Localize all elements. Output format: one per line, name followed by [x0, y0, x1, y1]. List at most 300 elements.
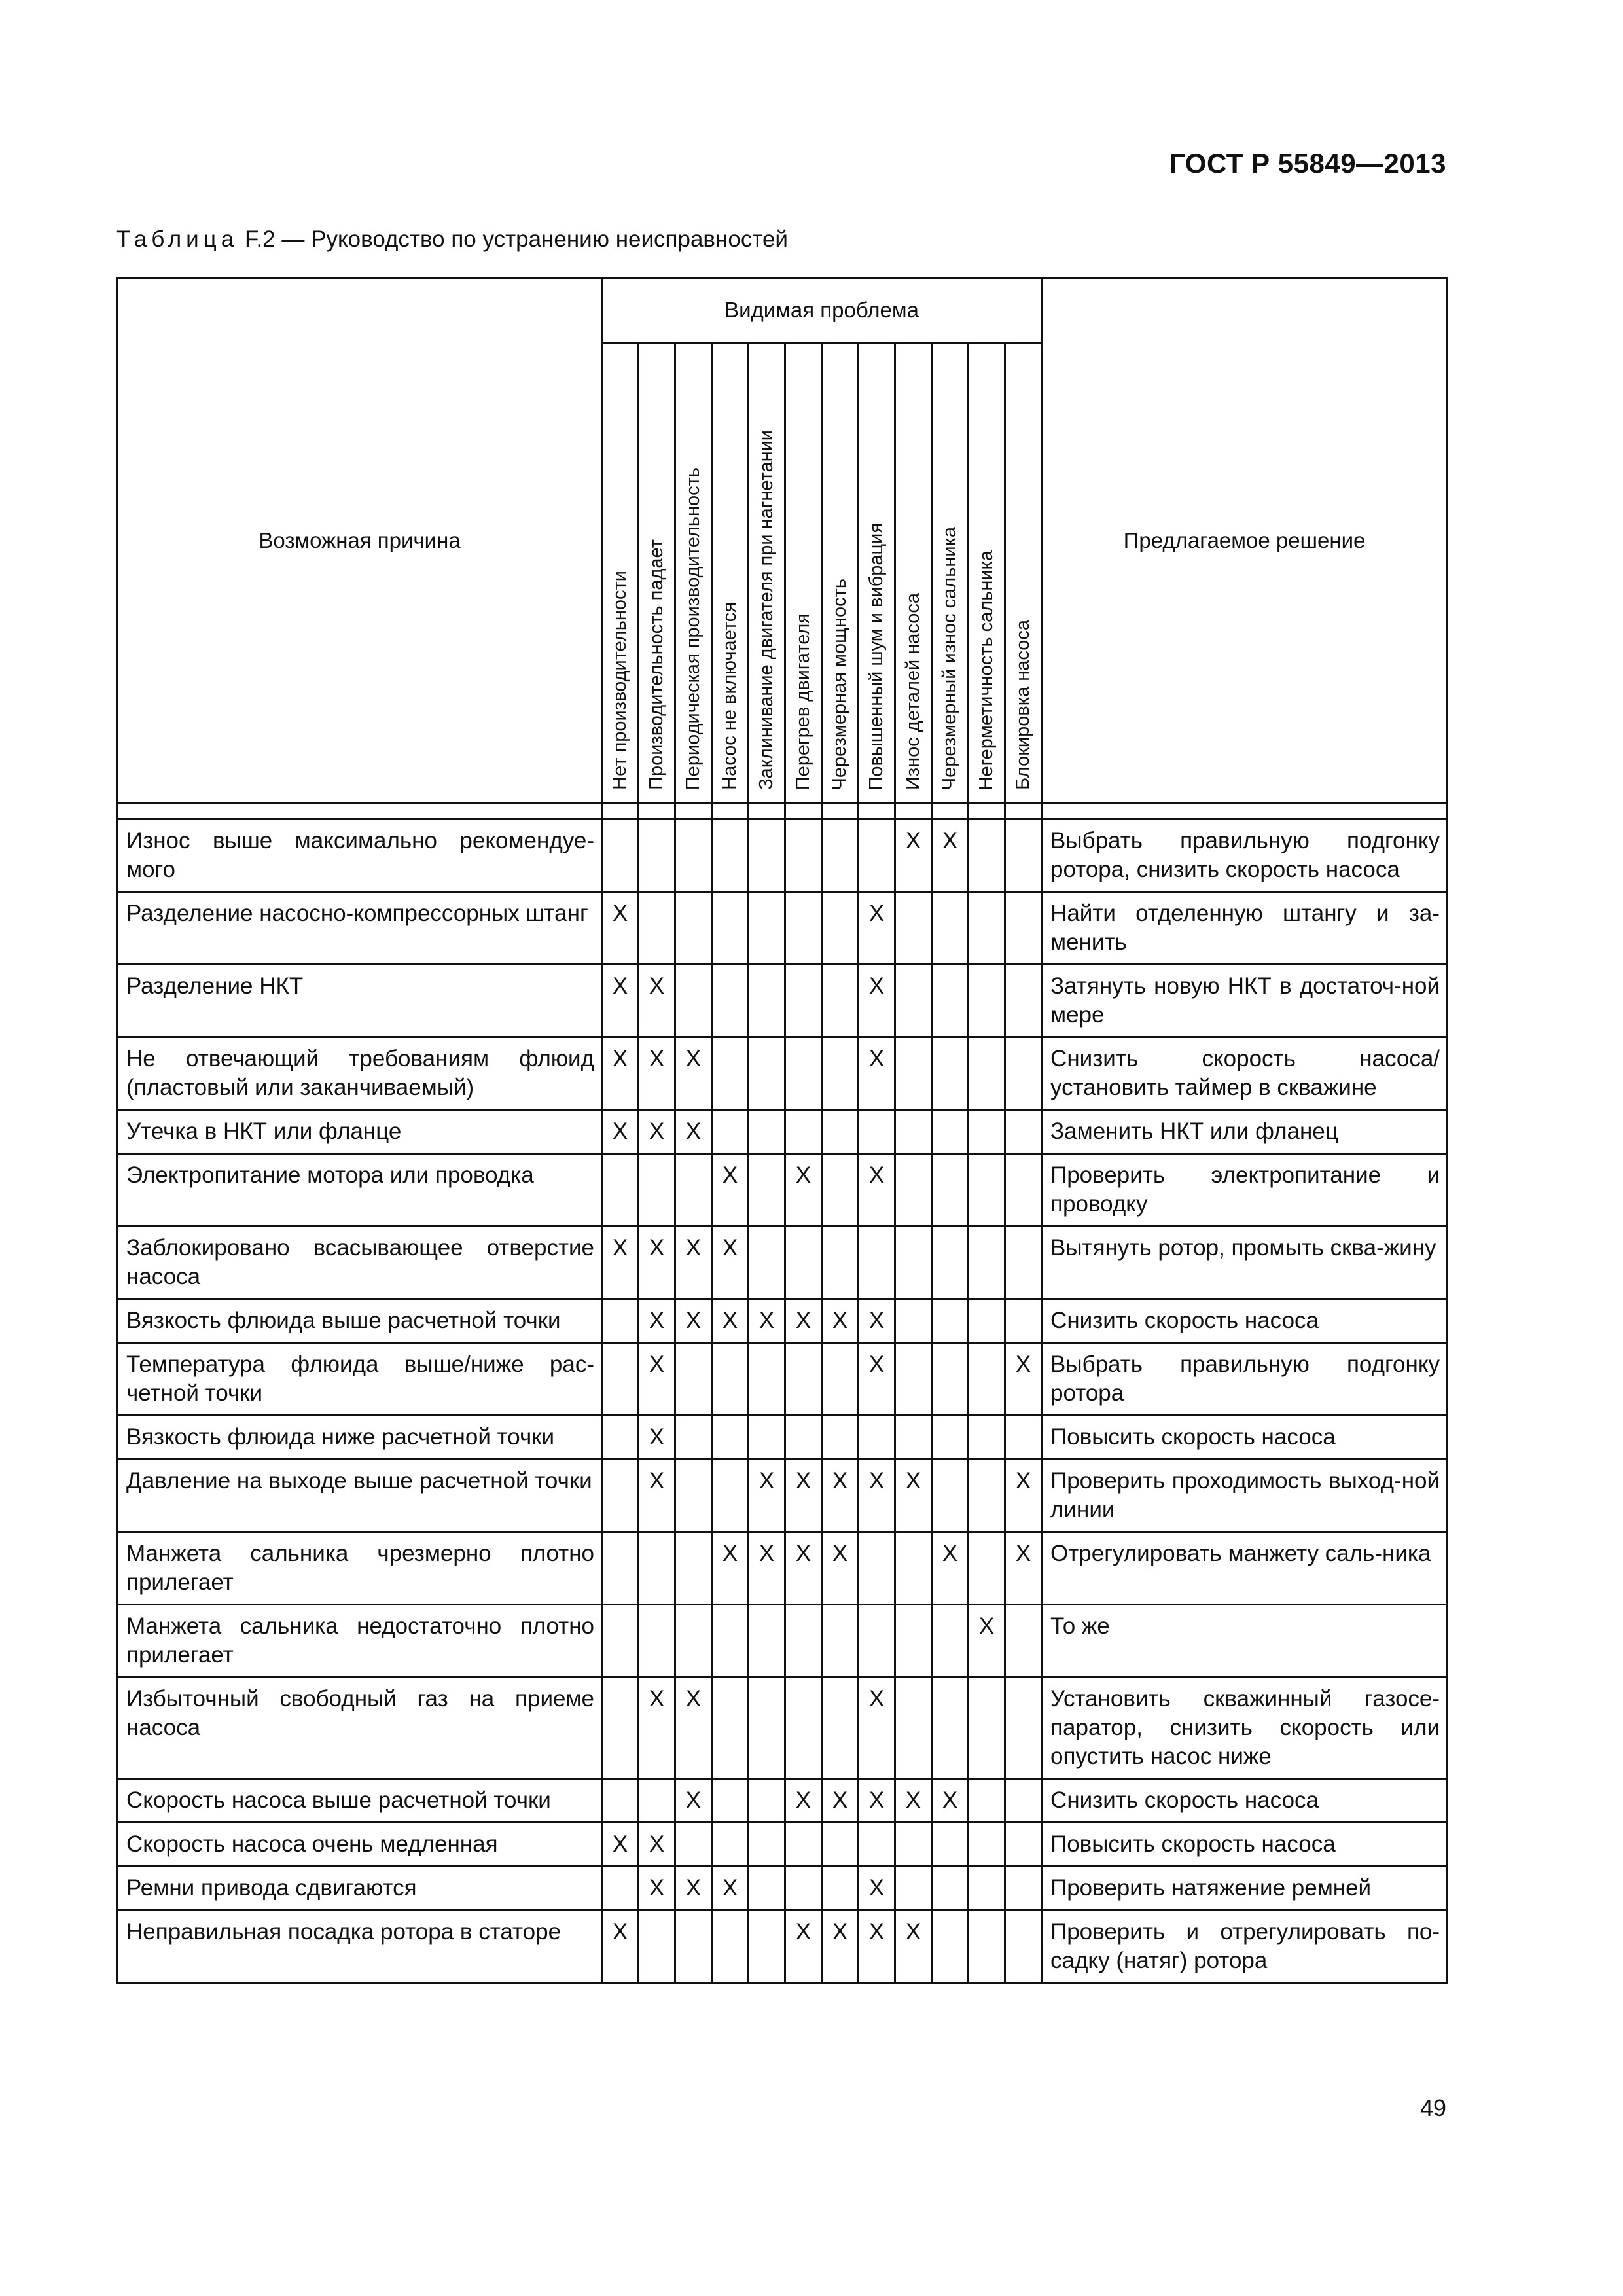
solution-cell: Найти отделенную штангу и за-менить: [1042, 892, 1448, 965]
mark-cell: [785, 1154, 822, 1227]
mark-cell: [675, 1910, 712, 1983]
problem-column-label: Периодическая производительность: [683, 467, 704, 790]
mark-cell: [932, 1416, 969, 1460]
cause-cell: Давление на выходе выше расчетной точки: [118, 1460, 602, 1532]
mark-cell: [675, 1154, 712, 1227]
mark-cell: [675, 1532, 712, 1605]
problem-column-header: [785, 343, 822, 803]
mark-cell: [859, 1037, 895, 1110]
mark-cell: [895, 1154, 932, 1227]
mark-cell: [639, 1416, 675, 1460]
table-row: [118, 819, 1448, 892]
cause-cell: Вязкость флюида выше расчетной точки: [118, 1299, 602, 1343]
mark-cell: [749, 1037, 785, 1110]
mark-cell: [859, 965, 895, 1037]
mark-cell: [602, 1343, 639, 1416]
document-id: ГОСТ Р 55849—2013: [1169, 148, 1446, 179]
mark-cell: [712, 1154, 749, 1227]
mark-cell: [639, 1605, 675, 1677]
x-mark: X: [612, 1235, 628, 1261]
mark-cell: [712, 1227, 749, 1299]
mark-cell: [859, 1677, 895, 1779]
mark-cell: [932, 892, 969, 965]
mark-cell: [749, 1154, 785, 1227]
mark-cell: [1005, 1037, 1042, 1110]
mark-cell: [602, 1823, 639, 1867]
mark-cell: [969, 1343, 1005, 1416]
solution-cell: Проверить и отрегулировать по-садку (натяг) ротора: [1042, 1910, 1448, 1983]
cause-cell: Скорость насоса выше расчетной точки: [118, 1779, 602, 1823]
mark-cell: [932, 965, 969, 1037]
mark-cell: [602, 1037, 639, 1110]
x-mark: X: [942, 1541, 958, 1566]
solution-cell: То же: [1042, 1605, 1448, 1677]
cause-cell: Неправильная посадка ротора в статоре: [118, 1910, 602, 1983]
mark-cell: [1005, 1605, 1042, 1677]
mark-cell: [675, 1867, 712, 1910]
mark-cell: [785, 1227, 822, 1299]
mark-cell: [1005, 1343, 1042, 1416]
cause-cell: Электропитание мотора или проводка: [118, 1154, 602, 1227]
x-mark: X: [795, 1308, 812, 1333]
x-mark: X: [612, 901, 628, 926]
solution-cell: Вытянуть ротор, промыть сква-жину: [1042, 1227, 1448, 1299]
mark-cell: [822, 1299, 859, 1343]
mark-cell: [822, 1823, 859, 1867]
mark-cell: [675, 1110, 712, 1154]
mark-cell: [969, 1037, 1005, 1110]
table-row: [118, 1154, 1448, 1227]
mark-cell: [785, 1779, 822, 1823]
mark-cell: [675, 1460, 712, 1532]
table-row: [118, 965, 1448, 1037]
mark-cell: [1005, 892, 1042, 965]
x-mark: X: [795, 1541, 812, 1566]
mark-cell: [1005, 1416, 1042, 1460]
mark-cell: [822, 1227, 859, 1299]
x-mark: X: [758, 1468, 775, 1494]
mark-cell: [859, 1532, 895, 1605]
problem-column-label: Насос не включается: [719, 602, 740, 790]
mark-cell: [639, 1154, 675, 1227]
mark-cell: [712, 1110, 749, 1154]
mark-cell: [602, 892, 639, 965]
mark-cell: [675, 1227, 712, 1299]
mark-cell: [1005, 1910, 1042, 1983]
mark-cell: [712, 1867, 749, 1910]
mark-cell: [675, 1343, 712, 1416]
x-mark: X: [649, 1308, 665, 1333]
mark-cell: [1005, 819, 1042, 892]
x-mark: X: [868, 1308, 885, 1333]
table-body: [118, 803, 1448, 1983]
mark-cell: [675, 1779, 712, 1823]
x-mark: X: [685, 1875, 702, 1901]
mark-cell: [602, 1910, 639, 1983]
problem-column-header: [859, 343, 895, 803]
solution-cell: Снизить скорость насоса/ установить таймер в скважине: [1042, 1037, 1448, 1110]
mark-cell: [822, 1677, 859, 1779]
mark-cell: [639, 1532, 675, 1605]
mark-cell: [895, 1910, 932, 1983]
solution-cell: Снизить скорость насоса: [1042, 1299, 1448, 1343]
mark-cell: [749, 1532, 785, 1605]
x-mark: X: [795, 1787, 812, 1813]
x-mark: X: [685, 1046, 702, 1071]
x-mark: X: [868, 1162, 885, 1188]
mark-cell: [602, 819, 639, 892]
mark-cell: [969, 819, 1005, 892]
x-mark: X: [722, 1541, 738, 1566]
mark-cell: [675, 1299, 712, 1343]
mark-cell: [932, 1823, 969, 1867]
x-mark: X: [832, 1468, 848, 1494]
mark-cell: [932, 1154, 969, 1227]
problem-column-label: Блокировка насоса: [1012, 620, 1034, 790]
solution-cell: Заменить НКТ или фланец: [1042, 1110, 1448, 1154]
solution-cell: Выбрать правильную подгонку ротора: [1042, 1343, 1448, 1416]
mark-cell: [639, 1823, 675, 1867]
mark-cell: [969, 1910, 1005, 1983]
problem-column-label: Повышенный шум и вибрация: [866, 522, 887, 790]
mark-cell: [822, 1867, 859, 1910]
mark-cell: [639, 819, 675, 892]
mark-cell: [969, 1677, 1005, 1779]
mark-cell: [969, 1227, 1005, 1299]
mark-cell: [602, 1154, 639, 1227]
x-mark: X: [612, 1919, 628, 1945]
mark-cell: [785, 819, 822, 892]
mark-cell: [895, 1460, 932, 1532]
mark-cell: [895, 1532, 932, 1605]
problem-column-label: Износ деталей насоса: [902, 592, 923, 790]
x-mark: X: [649, 1235, 665, 1261]
mark-cell: [712, 1677, 749, 1779]
mark-cell: [895, 1299, 932, 1343]
mark-cell: [712, 1779, 749, 1823]
x-mark: X: [612, 1831, 628, 1857]
x-mark: X: [649, 1875, 665, 1901]
x-mark: X: [649, 973, 665, 999]
mark-cell: [969, 1867, 1005, 1910]
mark-cell: [602, 1299, 639, 1343]
x-mark: X: [758, 1541, 775, 1566]
table-row: [118, 892, 1448, 965]
mark-cell: [675, 1037, 712, 1110]
x-mark: X: [722, 1162, 738, 1188]
mark-cell: [969, 1110, 1005, 1154]
mark-cell: [602, 1779, 639, 1823]
mark-cell: [602, 1416, 639, 1460]
problem-column-label: Нет производительности: [609, 571, 630, 790]
mark-cell: [785, 892, 822, 965]
mark-cell: [712, 1460, 749, 1532]
mark-cell: [895, 892, 932, 965]
table-row: [118, 1416, 1448, 1460]
mark-cell: [602, 1605, 639, 1677]
mark-cell: [895, 1823, 932, 1867]
mark-cell: [895, 1227, 932, 1299]
mark-cell: [895, 1867, 932, 1910]
cause-cell: Разделение насосно-компрессорных штанг: [118, 892, 602, 965]
x-mark: X: [978, 1613, 995, 1639]
mark-cell: [895, 1779, 932, 1823]
mark-cell: [932, 1605, 969, 1677]
troubleshooting-table: [116, 277, 1448, 1984]
table-row: [118, 1037, 1448, 1110]
mark-cell: [1005, 1110, 1042, 1154]
mark-cell: [932, 1227, 969, 1299]
x-mark: X: [905, 1919, 921, 1945]
x-mark: X: [868, 1468, 885, 1494]
mark-cell: [602, 1867, 639, 1910]
header-separator: [118, 803, 1448, 819]
problem-column-header: [895, 343, 932, 803]
mark-cell: [639, 1677, 675, 1779]
solution-cell: Проверить проходимость выход-ной линии: [1042, 1460, 1448, 1532]
mark-cell: [969, 1532, 1005, 1605]
x-mark: X: [795, 1468, 812, 1494]
mark-cell: [749, 1110, 785, 1154]
solution-cell: Проверить натяжение ремней: [1042, 1867, 1448, 1910]
x-mark: X: [832, 1919, 848, 1945]
mark-cell: [859, 1867, 895, 1910]
problem-column-label: Производительность падает: [646, 539, 667, 790]
mark-cell: [749, 1416, 785, 1460]
mark-cell: [932, 1110, 969, 1154]
mark-cell: [822, 1532, 859, 1605]
problem-column-header: [932, 343, 969, 803]
mark-cell: [639, 1910, 675, 1983]
mark-cell: [859, 1343, 895, 1416]
cause-cell: Температура флюида выше/ниже рас-четной точки: [118, 1343, 602, 1416]
problem-column-label: Негерметичность сальника: [976, 550, 997, 790]
mark-cell: [1005, 1677, 1042, 1779]
mark-cell: [675, 965, 712, 1037]
problem-column-header: [639, 343, 675, 803]
mark-cell: [859, 892, 895, 965]
mark-cell: [749, 1823, 785, 1867]
x-mark: X: [649, 1831, 665, 1857]
solution-cell: Повысить скорость насоса: [1042, 1823, 1448, 1867]
mark-cell: [785, 965, 822, 1037]
mark-cell: [712, 1605, 749, 1677]
table-row: [118, 1227, 1448, 1299]
table-row: [118, 1823, 1448, 1867]
mark-cell: [785, 1343, 822, 1416]
mark-cell: [602, 965, 639, 1037]
x-mark: X: [649, 1468, 665, 1494]
x-mark: X: [905, 828, 921, 853]
mark-cell: [969, 965, 1005, 1037]
problem-column-header: [1005, 343, 1042, 803]
mark-cell: [1005, 965, 1042, 1037]
mark-cell: [749, 1343, 785, 1416]
solution-header: Предлагаемое решение: [1042, 278, 1448, 803]
mark-cell: [712, 1823, 749, 1867]
mark-cell: [602, 1227, 639, 1299]
mark-cell: [1005, 1532, 1042, 1605]
x-mark: X: [685, 1308, 702, 1333]
mark-cell: [785, 1460, 822, 1532]
mark-cell: [785, 1299, 822, 1343]
x-mark: X: [722, 1308, 738, 1333]
table-row: [118, 1779, 1448, 1823]
x-mark: X: [868, 1787, 885, 1813]
x-mark: X: [832, 1787, 848, 1813]
mark-cell: [675, 1416, 712, 1460]
x-mark: X: [832, 1308, 848, 1333]
problem-column-label: Перегрев двигателя: [793, 613, 813, 790]
mark-cell: [785, 1605, 822, 1677]
table-row: [118, 1910, 1448, 1983]
mark-cell: [675, 892, 712, 965]
mark-cell: [785, 1037, 822, 1110]
mark-cell: [712, 819, 749, 892]
visible-problem-header: Видимая проблема: [602, 278, 1042, 343]
mark-cell: [822, 1416, 859, 1460]
mark-cell: [859, 1460, 895, 1532]
mark-cell: [749, 1779, 785, 1823]
mark-cell: [822, 1779, 859, 1823]
cause-cell: Манжета сальника недостаточно плотно прилегает: [118, 1605, 602, 1677]
mark-cell: [712, 1343, 749, 1416]
mark-cell: [712, 1037, 749, 1110]
problem-column-label: Черезмерный износ сальника: [939, 526, 960, 790]
mark-cell: [785, 1677, 822, 1779]
mark-cell: [785, 1532, 822, 1605]
mark-cell: [639, 1867, 675, 1910]
mark-cell: [822, 1605, 859, 1677]
mark-cell: [639, 892, 675, 965]
mark-cell: [602, 1460, 639, 1532]
problem-column-header: [712, 343, 749, 803]
x-mark: X: [905, 1468, 921, 1494]
cause-cell: Вязкость флюида ниже расчетной точки: [118, 1416, 602, 1460]
mark-cell: [675, 1605, 712, 1677]
x-mark: X: [868, 1046, 885, 1071]
mark-cell: [712, 1910, 749, 1983]
mark-cell: [859, 1299, 895, 1343]
mark-cell: [895, 965, 932, 1037]
mark-cell: [639, 1299, 675, 1343]
x-mark: X: [1015, 1468, 1031, 1494]
mark-cell: [1005, 1867, 1042, 1910]
table-caption-label: Таблица: [116, 226, 239, 252]
mark-cell: [969, 1416, 1005, 1460]
mark-cell: [969, 892, 1005, 965]
mark-cell: [895, 1037, 932, 1110]
mark-cell: [1005, 1154, 1042, 1227]
table-row: [118, 1460, 1448, 1532]
mark-cell: [895, 1343, 932, 1416]
mark-cell: [1005, 1299, 1042, 1343]
table-row: [118, 1299, 1448, 1343]
x-mark: X: [685, 1235, 702, 1261]
mark-cell: [895, 819, 932, 892]
x-mark: X: [832, 1541, 848, 1566]
mark-cell: [969, 1154, 1005, 1227]
mark-cell: [822, 1154, 859, 1227]
mark-cell: [932, 819, 969, 892]
mark-cell: [602, 1677, 639, 1779]
x-mark: X: [868, 1686, 885, 1712]
mark-cell: [749, 1910, 785, 1983]
mark-cell: [895, 1110, 932, 1154]
x-mark: X: [1015, 1541, 1031, 1566]
cause-cell: Скорость насоса очень медленная: [118, 1823, 602, 1867]
mark-cell: [749, 1605, 785, 1677]
mark-cell: [749, 1227, 785, 1299]
mark-cell: [932, 1867, 969, 1910]
mark-cell: [859, 1910, 895, 1983]
mark-cell: [749, 1867, 785, 1910]
cause-cell: Не отвечающий требованиям флюид (пластовый или заканчиваемый): [118, 1037, 602, 1110]
x-mark: X: [649, 1119, 665, 1144]
mark-cell: [749, 1299, 785, 1343]
mark-cell: [1005, 1779, 1042, 1823]
mark-cell: [932, 1037, 969, 1110]
problem-column-label: Заклинивание двигателя при нагнетании: [756, 430, 777, 790]
problem-column-header: [822, 343, 859, 803]
x-mark: X: [649, 1352, 665, 1377]
table-caption-text: F.2 — Руководство по устранению неисправностей: [238, 226, 788, 252]
x-mark: X: [868, 1875, 885, 1901]
mark-cell: [822, 892, 859, 965]
mark-cell: [932, 1343, 969, 1416]
mark-cell: [969, 1779, 1005, 1823]
mark-cell: [1005, 1460, 1042, 1532]
problem-column-header: [675, 343, 712, 803]
x-mark: X: [612, 973, 628, 999]
x-mark: X: [868, 973, 885, 999]
mark-cell: [859, 1110, 895, 1154]
mark-cell: [859, 1823, 895, 1867]
x-mark: X: [722, 1875, 738, 1901]
mark-cell: [859, 1227, 895, 1299]
mark-cell: [749, 1460, 785, 1532]
x-mark: X: [758, 1308, 775, 1333]
solution-cell: Затянуть новую НКТ в достаточ-ной мере: [1042, 965, 1448, 1037]
mark-cell: [969, 1299, 1005, 1343]
mark-cell: [1005, 1823, 1042, 1867]
mark-cell: [639, 1779, 675, 1823]
mark-cell: [932, 1460, 969, 1532]
mark-cell: [712, 1299, 749, 1343]
mark-cell: [712, 965, 749, 1037]
mark-cell: [932, 1910, 969, 1983]
x-mark: X: [649, 1686, 665, 1712]
table-row: [118, 1110, 1448, 1154]
mark-cell: [859, 1779, 895, 1823]
problem-column-header: [749, 343, 785, 803]
solution-cell: Повысить скорость насоса: [1042, 1416, 1448, 1460]
cause-cell: Износ выше максимально рекомендуе-мого: [118, 819, 602, 892]
solution-cell: Отрегулировать манжету саль-ника: [1042, 1532, 1448, 1605]
table-row: [118, 1532, 1448, 1605]
mark-cell: [822, 819, 859, 892]
mark-cell: [969, 1823, 1005, 1867]
mark-cell: [932, 1299, 969, 1343]
solution-cell: Проверить электропитание и проводку: [1042, 1154, 1448, 1227]
solution-cell: Установить скважинный газосе-паратор, снизить скорость или опустить насос ниже: [1042, 1677, 1448, 1779]
table-row: [118, 1605, 1448, 1677]
cause-header: Возможная причина: [118, 278, 602, 803]
mark-cell: [785, 1867, 822, 1910]
x-mark: X: [685, 1686, 702, 1712]
table-row: [118, 1867, 1448, 1910]
x-mark: X: [1015, 1352, 1031, 1377]
